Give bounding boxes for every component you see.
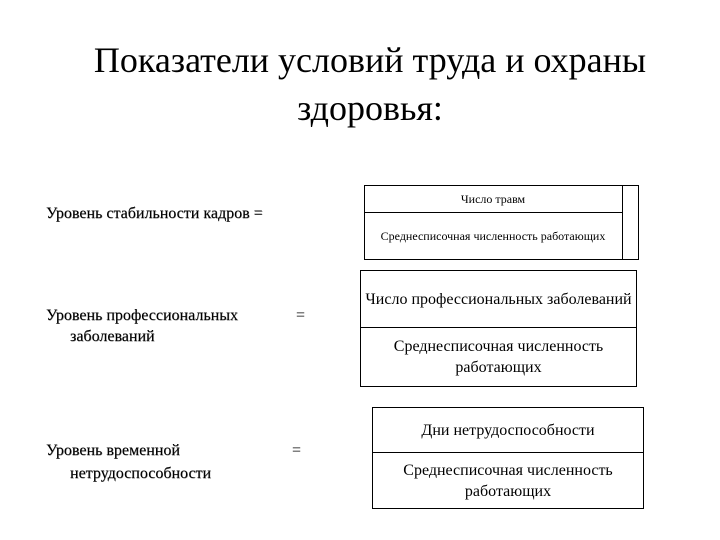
fraction-denominator: Среднесписочная численность работающих (393, 338, 604, 376)
formula-label-line2: заболеваний (70, 328, 155, 345)
equals-sign: = (292, 442, 302, 459)
box-divider (622, 185, 623, 260)
equals-sign: = (296, 307, 306, 324)
page-title: Показатели условий труда и охраны здоровья: (93, 40, 647, 128)
fraction-numerator: Число профессиональных заболеваний (365, 290, 632, 308)
formula-label: Уровень стабильности кадров = (46, 205, 263, 222)
fraction-numerator: Дни нетрудоспособности (421, 421, 595, 439)
fraction-bar (364, 212, 622, 213)
formula-label-line1: Уровень профессиональных (46, 307, 238, 324)
fraction-denominator: Среднесписочная численность работающих (380, 229, 606, 243)
formula-label-line2: нетрудоспособности (70, 465, 212, 482)
fraction-numerator: Число травм (460, 191, 526, 206)
fraction-denominator: Среднесписочная численность работающих (403, 461, 613, 500)
formula-label-line1: Уровень временной (46, 442, 180, 459)
